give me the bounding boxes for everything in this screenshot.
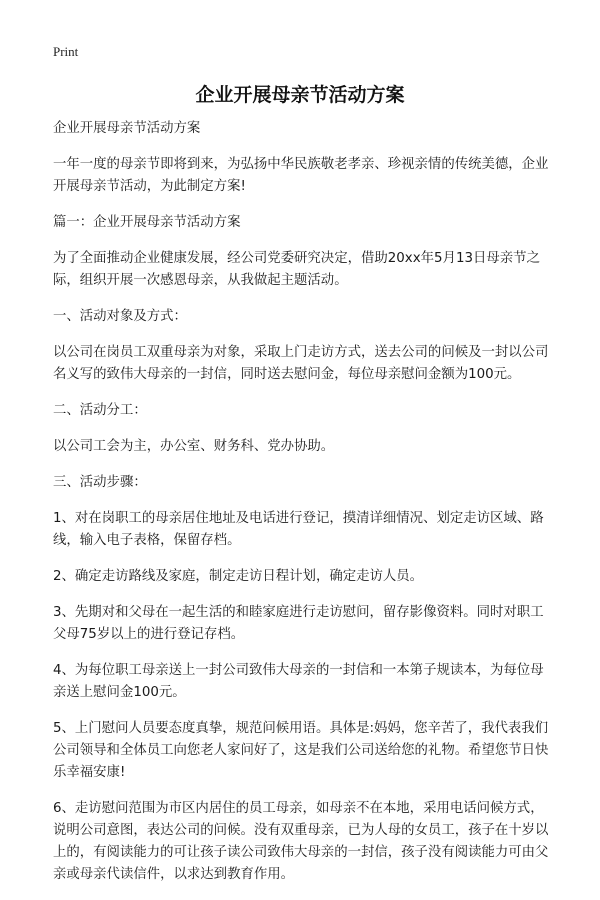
section-heading-part-one: 篇一：企业开展母亲节活动方案 [53,215,241,230]
step-item: 1、对在岗职工的母亲居住地址及电话进行登记，摸清详细情况、划定走访区域、路线，输入电子表格，保留存档。 [53,511,544,548]
section-heading-targets: 一、活动对象及方式： [53,309,187,324]
print-link[interactable]: Print [53,44,79,59]
division-paragraph: 以公司工会为主，办公室、财务科、党办协助。 [53,439,335,454]
section-heading-division: 二、活动分工： [53,403,147,418]
intro-paragraph: 一年一度的母亲节即将到来，为弘扬中华民族敬老孝亲、珍视亲情的传统美德，企业开展母亲节活动，为此制定方案! [53,157,549,194]
step-item: 2、确定走访路线及家庭，制定走访日程计划，确定走访人员。 [53,569,424,584]
step-item: 6、走访慰问范围为市区内居住的员工母亲，如母亲不在本地，采用电话问候方式，说明公司意图，表达公司的问候。没有双重母亲，已为人母的女员工，孩子在十岁以上的，有阅读能力的可让孩子读公司致伟大母亲的一封信，孩子没有阅读能力可由父亲或母亲代读信件，以求达到教育作用。 [53,801,549,882]
targets-paragraph: 以公司在岗员工双重母亲为对象，采取上门走访方式，送去公司的问候及一封以公司名义写的致伟大母亲的一封信，同时送去慰问金，每位母亲慰问金额为100元。 [53,345,549,382]
page-title: 企业开展母亲节活动方案 [195,84,405,106]
step-item: 4、为每位职工母亲送上一封公司致伟大母亲的一封信和一本第子规读本，为每位母亲送上慰问金100元。 [53,663,544,700]
section-heading-steps: 三、活动步骤： [53,475,147,490]
document-subtitle: 企业开展母亲节活动方案 [53,121,201,136]
purpose-paragraph: 为了全面推动企业健康发展，经公司党委研究决定，借助20xx年5月13日母亲节之际，组织开展一次感恩母亲，从我做起主题活动。 [53,251,540,288]
step-item: 5、上门慰问人员要态度真挚，规范问候用语。具体是:妈妈，您辛苦了，我代表我们公司领导和全体员工向您老人家问好了，这是我们公司送给您的礼物。希望您节日快乐幸福安康! [53,721,549,780]
step-item: 3、先期对和父母在一起生活的和睦家庭进行走访慰问，留存影像资料。同时对职工父母75岁以上的进行登记存档。 [53,605,544,642]
document-body [53,118,555,900]
